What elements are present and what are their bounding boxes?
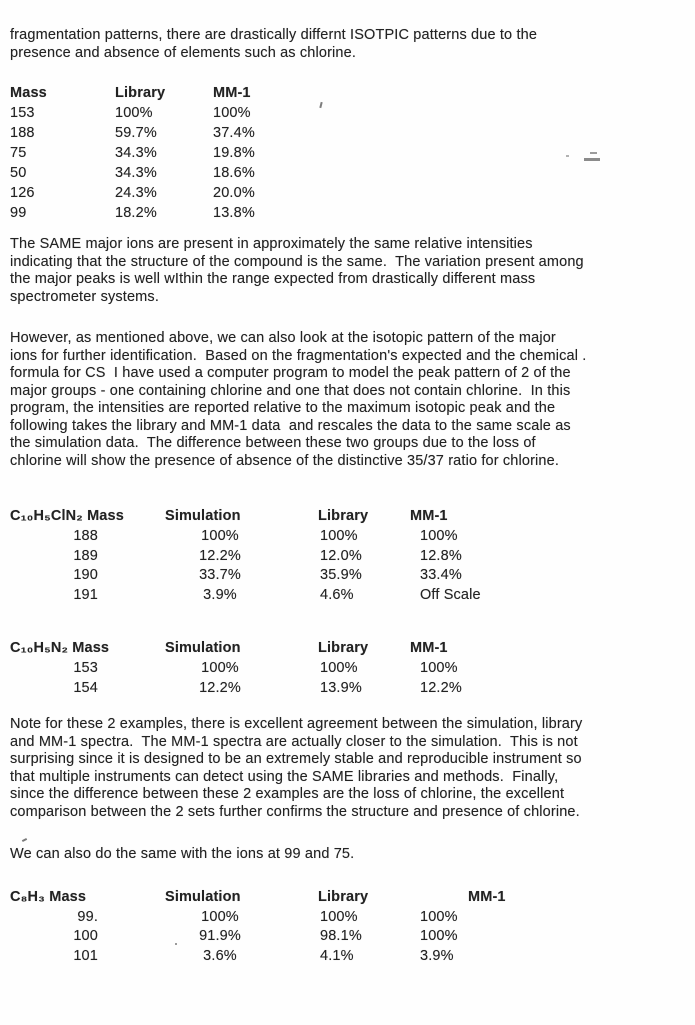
table-row: [10, 659, 695, 679]
table-cell: 50: [10, 165, 27, 181]
table-cell: 100%: [420, 928, 458, 945]
column-header-mass: Mass: [10, 85, 47, 101]
table-cell: 91.9%: [199, 928, 241, 945]
table-row: [10, 927, 695, 947]
table-cell: 3.9%: [420, 948, 454, 965]
paragraph-same-ions: [10, 236, 695, 306]
text-line: fragmentation patterns, there are drastically differnt ISOTPIC patterns due to the: [10, 27, 538, 43]
text-line: comparison between the 2 sets further confirms the structure and presence of chlorine.: [10, 803, 580, 820]
table-row: [10, 103, 695, 123]
table-cell: 98.1%: [320, 928, 362, 945]
table-cell: 4.6%: [320, 587, 354, 604]
text-line: We can also do the same with the ions at 99 and 75.: [10, 846, 355, 863]
table-cell: 3.6%: [203, 948, 237, 965]
table-row: [10, 203, 695, 223]
table-c10h5n2: [10, 639, 695, 698]
table-cell: 100%: [213, 105, 251, 121]
table-cell: 12.2%: [199, 547, 241, 564]
text-line: that multiple instruments can detect using the SAME libraries and methods. Finally,: [10, 768, 559, 785]
column-header-simulation: Simulation: [165, 639, 241, 656]
text-line: However, as mentioned above, we can also look at the isotopic pattern of the major: [10, 330, 556, 346]
table-cell: 100%: [320, 908, 358, 925]
text-line: formula for CS I have used a computer program to model the peak pattern of 2 of the: [10, 365, 571, 381]
table-cell: 100%: [320, 527, 358, 544]
column-header-mm1: MM-1: [213, 85, 251, 101]
table-cell: 18.2%: [115, 205, 157, 221]
column-header-library: Library: [318, 508, 369, 524]
table-cell: 59.7%: [115, 125, 157, 141]
table-row: [10, 679, 695, 699]
text-line: ions for further identification. Based on the fragmentation's expected and the chemical .: [10, 347, 587, 364]
table-cell: 33.4%: [420, 567, 462, 584]
column-header-simulation: Simulation: [165, 888, 241, 905]
table-cell: 13.8%: [213, 205, 255, 221]
table-c10h5cln2: [10, 507, 695, 606]
table-cell: 100%: [420, 659, 458, 676]
text-line: indicating that the structure of the compound is the same. The variation present among: [10, 253, 584, 270]
table-cell: Off Scale: [420, 587, 481, 604]
table-cell: 75: [10, 145, 27, 161]
text-line: and MM-1 spectra. The MM-1 spectra are actually closer to the simulation. This is not: [10, 733, 578, 750]
table-cell: 4.1%: [320, 948, 354, 965]
table-cell: 191: [73, 587, 98, 604]
table-row: [10, 123, 695, 143]
scan-artifact: [590, 152, 597, 154]
column-header-simulation: Simulation: [165, 508, 241, 524]
table-row: [10, 566, 695, 586]
text-line: major groups - one containing chlorine and one that does not contain chlorine. In this: [10, 382, 571, 399]
table-cell: 154: [73, 679, 98, 696]
table-cell: 100%: [420, 908, 458, 925]
table-cell: 190: [73, 567, 98, 584]
table-cell: 34.3%: [115, 145, 157, 161]
scan-artifact: [566, 155, 569, 157]
column-header-formula-mass: C₁₀H₅N₂ Mass: [10, 639, 110, 656]
table-row: [10, 908, 695, 928]
table-cell: 153: [73, 659, 98, 676]
table-cell: 100%: [201, 527, 239, 544]
table-cell: 12.2%: [199, 679, 241, 696]
table-cell: 100%: [115, 105, 153, 121]
table-cell: 24.3%: [115, 185, 157, 201]
table-cell: 3.9%: [203, 587, 237, 604]
table-header-row: [10, 888, 695, 908]
column-header-mm1: MM-1: [410, 639, 448, 656]
paragraph-also: [10, 846, 695, 864]
table-row: [10, 947, 695, 967]
table-cell: 37.4%: [213, 125, 255, 141]
table-cell: 101: [73, 948, 98, 965]
scan-artifact: [175, 943, 177, 945]
table-header-row: [10, 639, 695, 659]
text-line: spectrometer systems.: [10, 288, 159, 305]
table-header-row: [10, 83, 695, 103]
text-line: following takes the library and MM-1 data and rescales the data to the same scale as: [10, 417, 571, 434]
column-header-library: Library: [115, 85, 166, 101]
table-row: [10, 527, 695, 547]
text-line: the major peaks is well wIthin the range expected from drastically different mass: [10, 271, 536, 287]
text-line: chlorine will show the presence of absence of the distinctive 35/37 ratio for chlorine.: [10, 452, 560, 469]
table-cell: 100%: [201, 908, 239, 925]
column-header-mm1: MM-1: [468, 888, 506, 905]
column-header-formula-mass: C₈H₃ Mass: [10, 888, 87, 905]
text-line: Note for these 2 examples, there is excellent agreement between the simulation, library: [10, 716, 583, 733]
table-cell: 99.: [77, 908, 98, 925]
table-row: [10, 586, 695, 606]
text-line: since the difference between these 2 examples are the loss of chlorine, the excellent: [10, 786, 565, 803]
table-cell: 35.9%: [320, 567, 362, 584]
table-header-row: [10, 507, 695, 527]
column-header-formula-mass: C₁₀H₅ClN₂ Mass: [10, 508, 124, 524]
text-line: presence and absence of elements such as chlorine.: [10, 44, 357, 61]
table-cell: 33.7%: [199, 567, 241, 584]
paragraph-isotopic-pattern: [10, 330, 695, 470]
text-line: The SAME major ions are present in approximately the same relative intensities: [10, 236, 533, 252]
table-cell: 18.6%: [213, 165, 255, 181]
table-c8h3: [10, 888, 695, 967]
scan-artifact: [584, 158, 600, 161]
table-cell: 100%: [201, 659, 239, 676]
table-row: [10, 163, 695, 183]
table-cell: 153: [10, 105, 35, 121]
table-cell: 12.8%: [420, 547, 462, 564]
table-row: [10, 547, 695, 567]
table-cell: 13.9%: [320, 679, 362, 696]
table-cell: 12.0%: [320, 547, 362, 564]
table-cell: 99: [10, 205, 27, 221]
table-cell: 189: [73, 547, 98, 564]
table-cell: 19.8%: [213, 145, 255, 161]
column-header-library: Library: [318, 888, 369, 905]
text-line: program, the intensities are reported relative to the maximum isotopic peak and the: [10, 400, 556, 416]
table-cell: 126: [10, 185, 35, 201]
paragraph-intro: [10, 0, 695, 62]
table-cell: 34.3%: [115, 165, 157, 181]
table-cell: 20.0%: [213, 185, 255, 201]
table-cell: 100: [73, 928, 98, 945]
table-cell: 188: [10, 125, 35, 141]
table-cell: 12.2%: [420, 679, 462, 696]
table-row: [10, 183, 695, 203]
table-cell: 100%: [320, 659, 358, 676]
table-cell: 188: [73, 527, 98, 544]
text-line: the simulation data. The difference between these two groups due to the loss of: [10, 435, 536, 451]
table-cell: 100%: [420, 527, 458, 544]
paragraph-note: [10, 716, 695, 821]
text-line: surprising since it is designed to be an extremely stable and reproducible instrument so: [10, 751, 582, 768]
column-header-mm1: MM-1: [410, 508, 448, 524]
column-header-library: Library: [318, 639, 369, 656]
